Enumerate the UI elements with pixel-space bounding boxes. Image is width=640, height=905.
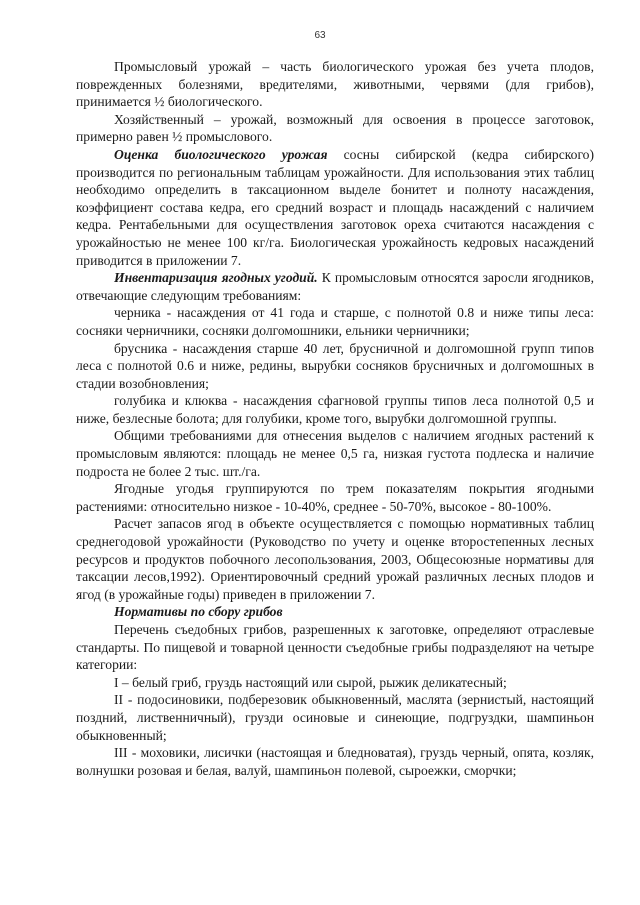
paragraph-text: сосны сибирской (кедра сибирского) производится по региональным таблицам урожайности. Для использования этих таблиц необходимо определить в таксационном выделе бонитет и полноту насаждения, коэффициент состава кедра, его средний возраст и площадь насаждений с наличием кедра. Рентабельными для осуществления заготовок ореха считаются насаждения с урожайностью не менее 100 кг/га. Биологическая урожайность кедровых насаждений приводится в приложении 7. [76, 146, 594, 268]
paragraph-bilberry [76, 304, 594, 339]
paragraph-cowberry [76, 340, 594, 393]
paragraph-blueberry-cranberry [76, 392, 594, 427]
paragraph-commercial-yield [76, 58, 594, 111]
paragraph-general-requirements [76, 427, 594, 480]
paragraph-category-2 [76, 691, 594, 744]
paragraph-text: Промысловый урожай – часть биологического урожая без учета плодов, поврежденных болезнями, вредителями, животными, червями (для грибов), принимается ½ биологического. [76, 59, 594, 110]
paragraph-lead: Инвентаризация ягодных угодий. [114, 270, 318, 286]
page-body [76, 58, 594, 779]
paragraph-text: I – белый гриб, груздь настоящий или сырой, рыжик деликатесный; [114, 674, 507, 690]
paragraph-category-3 [76, 744, 594, 779]
paragraph-text: Общими требованиями для отнесения выделов с наличием ягодных растений к промысловым являются: площадь не менее 0,5 га, низкая густота подлеска и наличие подроста не более 2 тыс. шт./га. [76, 428, 594, 479]
page-number: 63 [314, 30, 326, 41]
paragraph-economic-yield [76, 111, 594, 146]
paragraph-biological-yield-assessment [76, 146, 594, 269]
paragraph-mushroom-list [76, 621, 594, 674]
paragraph-text: II - подосиновики, подберезовик обыкновенный, маслята (зернистый, настоящий поздний, лиственничный), грузди осиновые и синеющие, подгруздки, шампиньон обыкновенный; [76, 692, 594, 743]
section-heading-mushrooms [76, 603, 594, 621]
paragraph-text: К промысловым относятся заросли ягодников, отвечающие следующим требованиям: [76, 270, 595, 303]
paragraph-text: Ягодные угодья группируются по трем показателям покрытия ягодными растениями: относительно низкое - 10-40%, среднее - 50-70%, высокое - 80-100%. [76, 481, 594, 514]
paragraph-category-1 [76, 674, 594, 692]
paragraph-berry-stock-calculation [76, 515, 594, 603]
paragraph-text: III - моховики, лисички (настоящая и бледноватая), груздь черный, опята, козляк, волнушки розовая и белая, валуй, шампиньон полевой, сыроежки, сморчки; [76, 745, 594, 778]
paragraph-text: черника - насаждения от 41 года и старше, с полнотой 0.8 и ниже типы леса: сосняки черничники, сосняки долгомошники, ельники черничники; [76, 305, 594, 338]
paragraph-text: голубика и клюква - насаждения сфагновой группы типов леса полнотой 0,5 и ниже, безлесные болота; для голубики, кроме того, вырубки долгомошной группы. [76, 393, 594, 426]
paragraph-text: Перечень съедобных грибов, разрешенных к заготовке, определяют отраслевые стандарты. По пищевой и товарной ценности съедобные грибы подразделяют на четыре категории: [76, 622, 594, 673]
paragraph-berry-grouping [76, 480, 594, 515]
paragraph-lead: Нормативы по сбору грибов [114, 604, 283, 620]
paragraph-berry-inventory [76, 269, 594, 304]
paragraph-text: брусника - насаждения старше 40 лет, брусничной и долгомошной групп типов леса с полнотой 0.6 и ниже, редины, вырубки сосняков брусничных и долгомошных в стадии возобновления; [76, 340, 594, 391]
paragraph-text: Хозяйственный – урожай, возможный для освоения в процессе заготовок, примерно равен ½ промыслового. [76, 111, 594, 145]
paragraph-text: Расчет запасов ягод в объекте осуществляется с помощью нормативных таблиц среднегодовой урожайности (Руководство по учету и оценке второстепенных лесных ресурсов и продуктов побочного лесопользования, 2003, Общесоюзные нормативы для таксации лесов,1992). Ориентировочный средний урожай различных лесных плодов и ягод (в урожайные годы) приведен в приложении 7. [76, 516, 594, 602]
paragraph-lead: Оценка биологического урожая [114, 146, 328, 162]
